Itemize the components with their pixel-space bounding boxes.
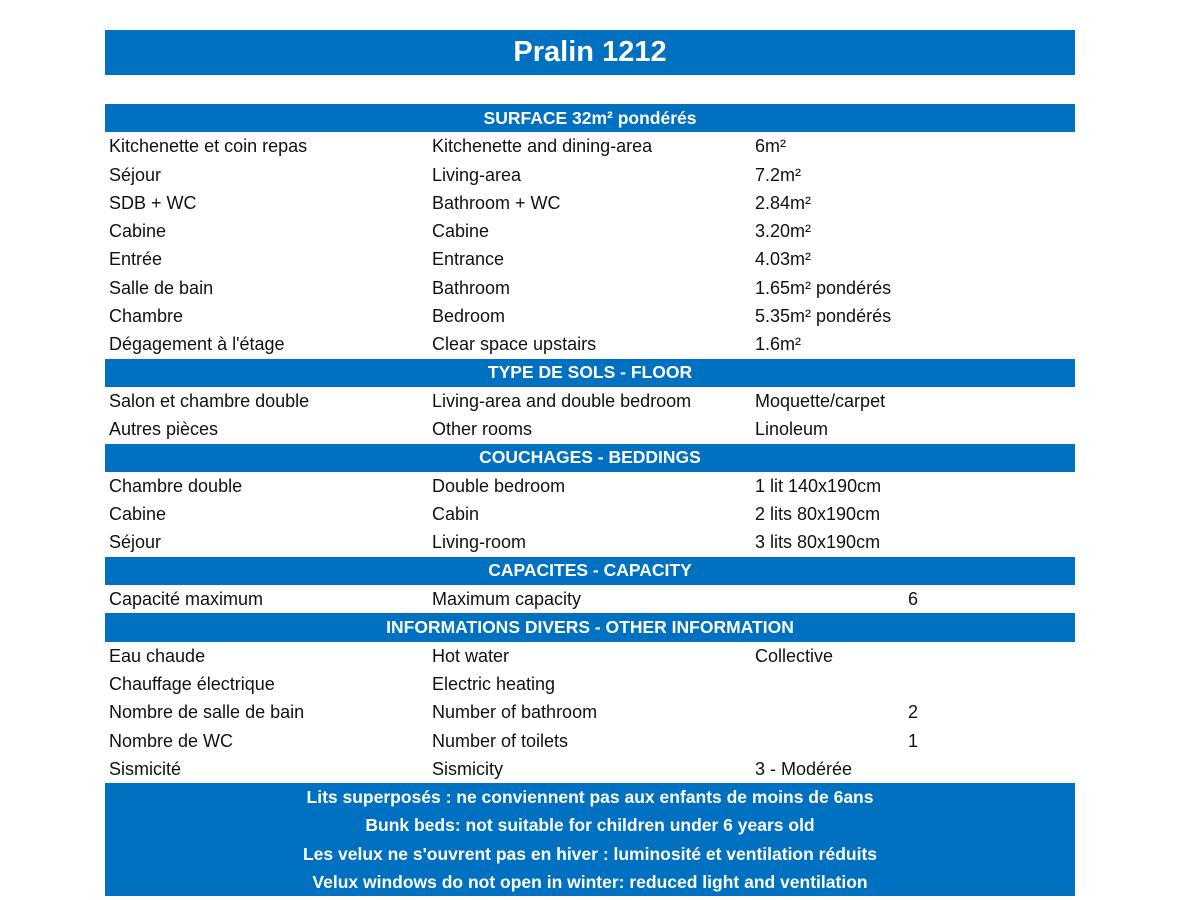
table-row [105, 642, 1075, 670]
value: Linoleum [755, 419, 829, 440]
label-fr: Séjour [109, 532, 162, 553]
label-en: Bedroom [432, 306, 506, 327]
label-fr: Nombre de salle de bain [109, 702, 305, 723]
label-fr: SDB + WC [109, 192, 197, 213]
label-en: Sismicity [432, 758, 503, 779]
value: 2 lits 80x190cm [755, 504, 881, 525]
value: 3.20m² [755, 221, 812, 242]
value: Moquette/carpet [755, 390, 886, 411]
table-row [105, 415, 1075, 443]
label-en: Bathroom + WC [432, 192, 561, 213]
label-fr: Séjour [109, 164, 162, 185]
label-en: Hot water [432, 645, 510, 666]
value: 3 lits 80x190cm [755, 532, 881, 553]
table-row [105, 217, 1075, 245]
value: Collective [755, 645, 834, 666]
value: 1.65m² pondérés [755, 277, 892, 298]
section-header-beddings: COUCHAGES - BEDDINGS [105, 444, 1075, 472]
table-row [105, 330, 1075, 358]
label-en: Kitchenette and dining-area [432, 136, 653, 157]
label-en: Living-room [432, 532, 527, 553]
label-en: Electric heating [432, 673, 556, 694]
label-en: Number of bathroom [432, 702, 598, 723]
section-header-floor: TYPE DE SOLS - FLOOR [105, 359, 1075, 387]
label-en: Maximum capacity [432, 589, 582, 610]
label-fr: Sismicité [109, 758, 182, 779]
note-line: Les velux ne s'ouvrent pas en hiver : luminosité et ventilation réduits [302, 843, 878, 864]
label-fr: Eau chaude [109, 645, 206, 666]
table-row [105, 189, 1075, 217]
value: 4.03m² [755, 249, 812, 270]
label-en: Cabin [432, 504, 480, 525]
section-header-capacity: CAPACITES - CAPACITY [105, 557, 1075, 585]
label-en: Cabine [432, 221, 490, 242]
value: 1 lit 140x190cm [755, 475, 882, 496]
label-en: Double bedroom [432, 475, 566, 496]
label-en: Living-area [432, 164, 522, 185]
label-en: Clear space upstairs [432, 334, 597, 355]
label-fr: Dégagement à l'étage [109, 334, 285, 355]
label-fr: Autres pièces [109, 419, 219, 440]
value: 6m² [755, 136, 786, 157]
table-row [105, 387, 1075, 415]
label-fr: Kitchenette et coin repas [109, 136, 308, 157]
table-row [105, 727, 1075, 755]
section-header-other: INFORMATIONS DIVERS - OTHER INFORMATION [105, 613, 1075, 641]
table-row [105, 670, 1075, 698]
table-row [105, 302, 1075, 330]
value: 7.2m² [755, 164, 802, 185]
value: 5.35m² pondérés [755, 306, 892, 327]
page-title: Pralin 1212 [105, 30, 1075, 75]
table-row [105, 500, 1075, 528]
label-fr: Capacité maximum [109, 589, 264, 610]
value: 1.6m² [755, 334, 802, 355]
label-en: Other rooms [432, 419, 533, 440]
label-fr: Nombre de WC [109, 730, 234, 751]
value: 3 - Modérée [755, 758, 853, 779]
table-row [105, 528, 1075, 556]
property-sheet [105, 104, 1075, 896]
table-row [105, 755, 1075, 783]
number-value: 6 [908, 589, 919, 610]
note-line: Lits superposés : ne conviennent pas aux enfants de moins de 6ans [306, 787, 874, 808]
label-en: Entrance [432, 249, 505, 270]
label-fr: Salle de bain [109, 277, 214, 298]
table-row [105, 698, 1075, 726]
label-fr: Chambre [109, 306, 184, 327]
number-value: 2 [908, 702, 919, 723]
table-row [105, 245, 1075, 273]
table-row [105, 132, 1075, 160]
note-line: Bunk beds: not suitable for children under 6 years old [365, 815, 815, 836]
label-fr: Chauffage électrique [109, 673, 275, 694]
table-row [105, 472, 1075, 500]
number-value: 1 [908, 730, 919, 751]
table-row [105, 585, 1075, 613]
label-en: Bathroom [432, 277, 511, 298]
label-fr: Cabine [109, 221, 167, 242]
note-line: Velux windows do not open in winter: reduced light and ventilation [312, 872, 868, 893]
label-en: Living-area and double bedroom [432, 390, 692, 411]
label-fr: Chambre double [109, 475, 243, 496]
label-fr: Entrée [109, 249, 163, 270]
table-row [105, 161, 1075, 189]
notes-panel [105, 783, 1075, 896]
label-fr: Cabine [109, 504, 167, 525]
label-en: Number of toilets [432, 730, 569, 751]
table-row [105, 274, 1075, 302]
value: 2.84m² [755, 192, 812, 213]
section-header-surface: SURFACE 32m² pondérés [105, 104, 1075, 132]
label-fr: Salon et chambre double [109, 390, 310, 411]
